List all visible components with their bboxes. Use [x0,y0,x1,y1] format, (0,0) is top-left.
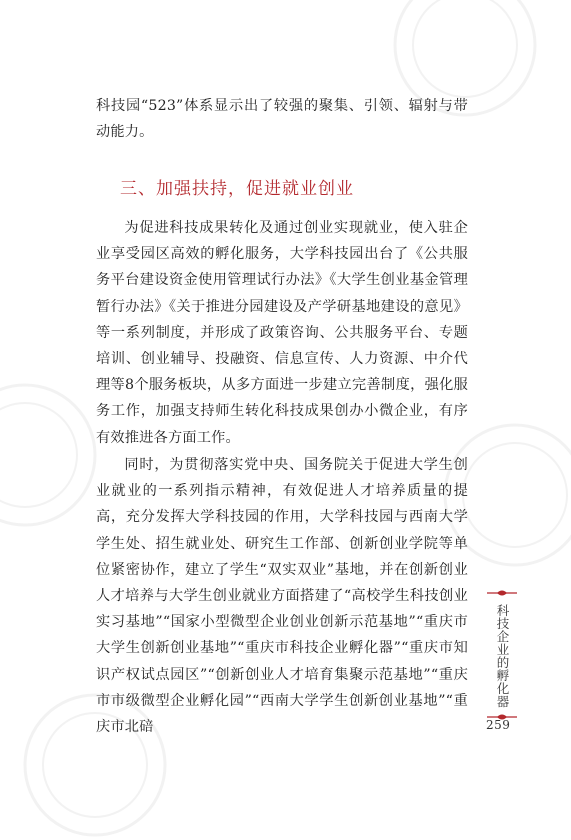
paragraph-3: 同时，为贯彻落实党中央、国务院关于促进大学生创业就业的一系列指示精神，有效促进人才培养质量的提高，充分发挥大学科技园的作用，大学科技园与西南大学学生处、招生就业处、研究生工作部、创新创业学院等单位紧密协作，建立了学生“双实双业”基地，并在创新创业人才培养与大学生创业就业方面搭建了“高校学生科技创业实习基地”“国家小型微型企业创业创新示范基地”“重庆市大学生创新创业基地”“重庆市科技企业孵化器”“重庆市知识产权试点园区”“创新创业人才培育集聚示范基地”“重庆市市级微型企业孵化园”“西南大学学生创新创业基地”“重庆市北碚 [96,457,468,736]
section-heading: 三、加强扶持，促进就业创业 [120,179,354,199]
page-number: 259 [486,718,511,732]
paragraph-2: 为促进科技成果转化及通过创业实现就业，使入驻企业享受园区高效的孵化服务，大学科技园出台了《公共服务平台建设资金使用管理试行办法》《大学生创业基金管理暂行办法》《关于推进分园建设及产学研基地建设的意见》等一系列制度，并形成了政策咨询、公共服务平台、专题培训、创业辅导、投融资、信息宣传、人力资源、中介代理等8个服务板块，从多方面进一步建立完善制度，强化服务工作，加强支持师生转化科技成果创办小微企业，有序有效推进各方面工作。 [96,220,468,446]
paragraph-1: 科技园“523”体系显示出了较强的聚集、引领、辐射与带动能力。 [96,98,468,141]
running-title-sidebar [484,588,520,722]
ornament-top-icon [485,588,519,598]
running-title: 科技企业的孵化器 [495,604,510,708]
watermark-seal-icon [0,380,100,530]
